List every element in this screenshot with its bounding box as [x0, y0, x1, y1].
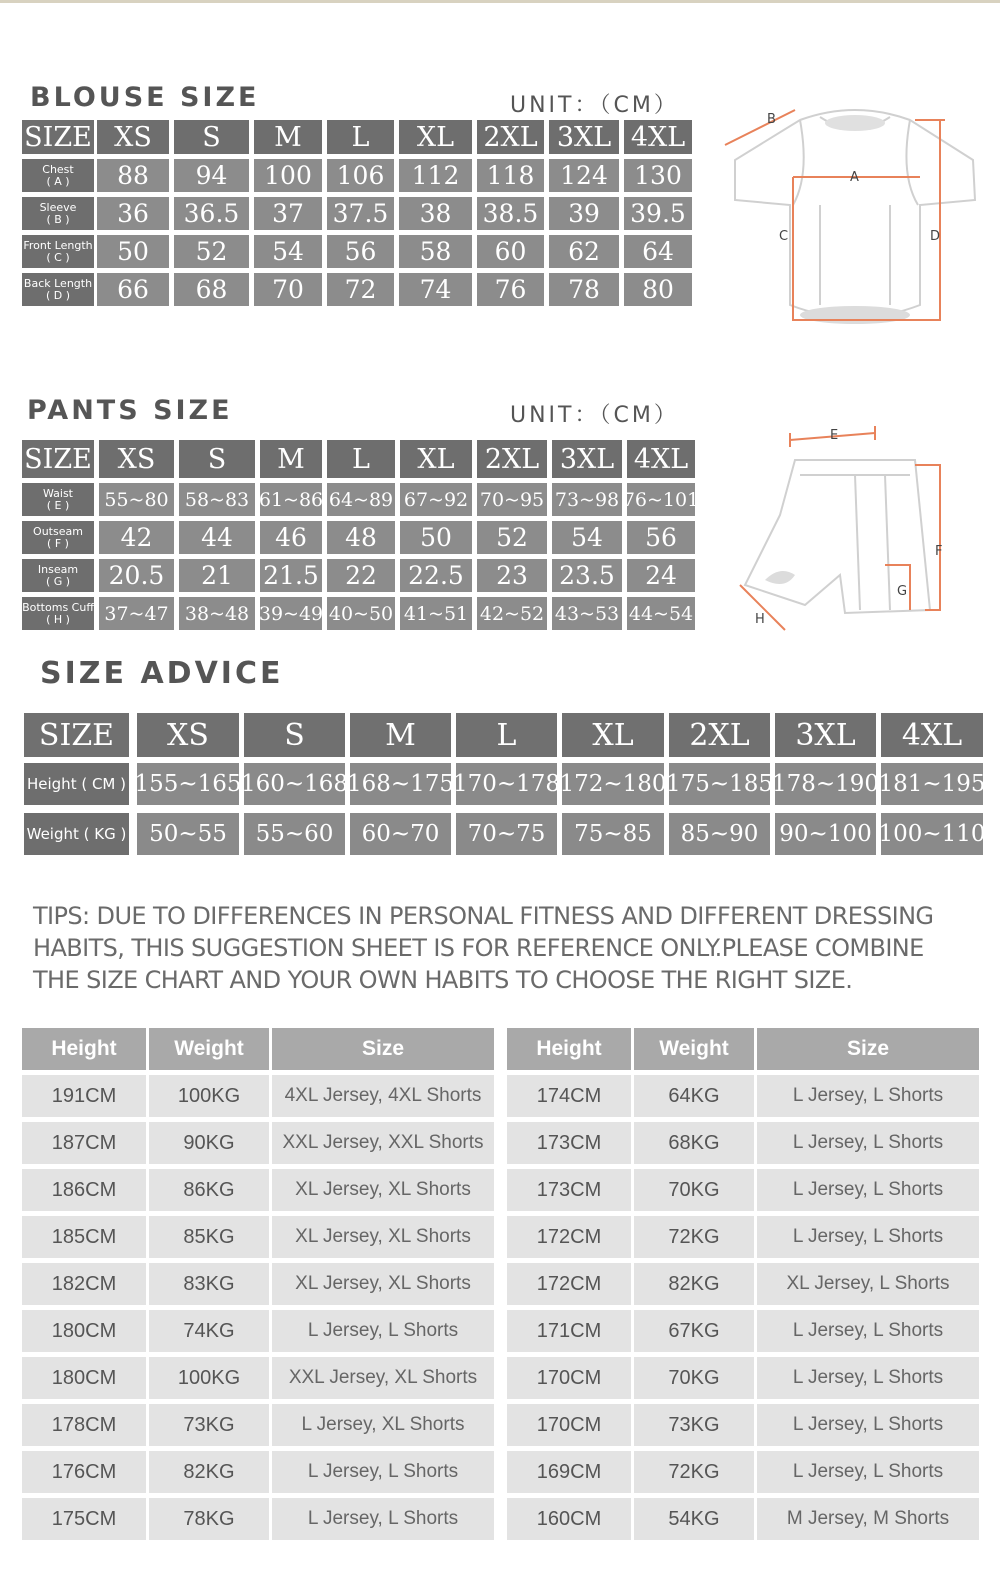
reference-size-cell: XL Jersey, XL Shorts [272, 1216, 494, 1258]
reference-size-cell: L Jersey, L Shorts [272, 1451, 494, 1493]
advice-size-m: M [350, 713, 451, 757]
size-value-cell: 100 [254, 159, 322, 192]
reference-height-cell: 160CM [507, 1498, 631, 1540]
size-value-cell: 78 [549, 273, 619, 306]
reference-height-cell: 175CM [22, 1498, 146, 1540]
reference-weight-cell: 67KG [634, 1310, 754, 1352]
top-divider [0, 0, 1000, 3]
size-value-cell: 39~49 [260, 597, 322, 630]
row-label-name: Back Length [23, 276, 93, 290]
size-value-cell: 44~54 [627, 597, 695, 630]
row-label-name: Bottoms Cuff [22, 600, 94, 614]
reference-height-cell: 178CM [22, 1404, 146, 1446]
size-value-cell: 66 [97, 273, 169, 306]
size-value-cell: 76 [477, 273, 544, 306]
reference-header-size: Size [272, 1028, 494, 1070]
shorts-diagram [725, 415, 985, 640]
reference-weight-cell: 82KG [634, 1263, 754, 1305]
reference-weight-cell: 78KG [149, 1498, 269, 1540]
row-label-name: Outseam [33, 524, 83, 538]
size-column-3xl: 3XL [549, 120, 619, 154]
reference-height-cell: 170CM [507, 1404, 631, 1446]
size-value-cell: 23.5 [552, 559, 622, 592]
size-value-cell: 41~51 [400, 597, 472, 630]
diagram-label-d: D [930, 229, 941, 244]
size-header-label: SIZE [22, 440, 94, 478]
advice-size-xl: XL [562, 713, 664, 757]
size-value-cell: 76~101 [627, 483, 695, 516]
reference-height-cell: 191CM [22, 1075, 146, 1117]
size-column-4xl: 4XL [624, 120, 692, 154]
size-value-cell: 21.5 [260, 559, 322, 592]
reference-size-cell: L Jersey, L Shorts [272, 1310, 494, 1352]
reference-weight-cell: 64KG [634, 1075, 754, 1117]
size-value-cell: 40~50 [327, 597, 395, 630]
size-value-cell: 38~48 [179, 597, 255, 630]
reference-weight-cell: 100KG [149, 1357, 269, 1399]
advice-row-label: Height ( CM ) [24, 763, 129, 805]
reference-size-cell: L Jersey, L Shorts [272, 1498, 494, 1540]
size-value-cell: 80 [624, 273, 692, 306]
size-value-cell: 61~86 [260, 483, 322, 516]
size-value-cell: 46 [260, 521, 322, 554]
row-label [22, 559, 94, 592]
size-column-l: L [327, 120, 394, 154]
reference-header-weight: Weight [149, 1028, 269, 1070]
reference-weight-cell: 86KG [149, 1169, 269, 1211]
size-header-label: SIZE [22, 120, 94, 154]
pants-size-title: PANTS SIZE [27, 395, 233, 426]
reference-size-cell: L Jersey, L Shorts [757, 1075, 979, 1117]
size-value-cell: 94 [174, 159, 249, 192]
reference-weight-cell: 85KG [149, 1216, 269, 1258]
advice-size-xs: XS [137, 713, 239, 757]
reference-size-cell: L Jersey, L Shorts [757, 1310, 979, 1352]
reference-height-cell: 171CM [507, 1310, 631, 1352]
reference-height-cell: 169CM [507, 1451, 631, 1493]
advice-size-2xl: 2XL [669, 713, 770, 757]
reference-height-cell: 180CM [22, 1357, 146, 1399]
reference-height-cell: 180CM [22, 1310, 146, 1352]
row-label-name: Sleeve [39, 200, 77, 214]
reference-height-cell: 174CM [507, 1075, 631, 1117]
size-value-cell: 112 [399, 159, 472, 192]
size-value-cell: 52 [174, 235, 249, 268]
size-value-cell: 70 [254, 273, 322, 306]
size-column-2xl: 2XL [477, 440, 547, 478]
reference-weight-cell: 68KG [634, 1122, 754, 1164]
reference-size-cell: XL Jersey, XL Shorts [272, 1169, 494, 1211]
reference-header-size: Size [757, 1028, 979, 1070]
size-value-cell: 62 [549, 235, 619, 268]
reference-weight-cell: 72KG [634, 1216, 754, 1258]
reference-weight-cell: 73KG [634, 1404, 754, 1446]
row-label-code: ( D ) [45, 288, 71, 302]
advice-value-cell: 100~110 [881, 813, 983, 855]
jersey-diagram [715, 95, 985, 335]
advice-row-label: Weight ( KG ) [24, 813, 129, 855]
reference-height-cell: 173CM [507, 1122, 631, 1164]
advice-size-3xl: 3XL [775, 713, 876, 757]
advice-size-l: L [456, 713, 557, 757]
reference-size-cell: XXL Jersey, XL Shorts [272, 1357, 494, 1399]
advice-value-cell: 172~180 [562, 763, 664, 805]
size-value-cell: 36.5 [174, 197, 249, 230]
size-value-cell: 64~89 [327, 483, 395, 516]
size-value-cell: 55~80 [99, 483, 174, 516]
reference-header-height: Height [22, 1028, 146, 1070]
advice-value-cell: 170~178 [456, 763, 557, 805]
tips-line-1: TIPS: DUE TO DIFFERENCES IN PERSONAL FITNESS AND DIFFERENT DRESSING [33, 902, 934, 930]
size-value-cell: 39.5 [624, 197, 692, 230]
advice-value-cell: 55~60 [244, 813, 345, 855]
blouse-unit-label: UNIT：（CM） [510, 93, 679, 118]
reference-weight-cell: 70KG [634, 1357, 754, 1399]
size-value-cell: 54 [254, 235, 322, 268]
row-label-code: ( B ) [46, 212, 70, 226]
size-column-xl: XL [400, 440, 472, 478]
advice-value-cell: 50~55 [137, 813, 239, 855]
size-value-cell: 64 [624, 235, 692, 268]
size-value-cell: 130 [624, 159, 692, 192]
reference-size-cell: 4XL Jersey, 4XL Shorts [272, 1075, 494, 1117]
reference-size-cell: XL Jersey, L Shorts [757, 1263, 979, 1305]
size-value-cell: 23 [477, 559, 547, 592]
size-column-s: S [179, 440, 255, 478]
advice-value-cell: 60~70 [350, 813, 451, 855]
size-value-cell: 52 [477, 521, 547, 554]
size-advice-title: SIZE ADVICE [40, 656, 284, 691]
diagram-label-a: A [850, 170, 859, 185]
size-value-cell: 42 [99, 521, 174, 554]
reference-height-cell: 170CM [507, 1357, 631, 1399]
reference-height-cell: 172CM [507, 1216, 631, 1258]
reference-header-height: Height [507, 1028, 631, 1070]
row-label-code: ( H ) [46, 612, 70, 626]
reference-size-cell: L Jersey, L Shorts [757, 1451, 979, 1493]
pants-unit-label: UNIT：（CM） [510, 403, 679, 428]
advice-value-cell: 85~90 [669, 813, 770, 855]
advice-size-s: S [244, 713, 345, 757]
tips-line-3: THE SIZE CHART AND YOUR OWN HABITS TO CHOOSE THE RIGHT SIZE. [33, 966, 853, 994]
reference-weight-cell: 70KG [634, 1169, 754, 1211]
size-value-cell: 48 [327, 521, 395, 554]
row-label-code: ( E ) [46, 498, 70, 512]
row-label-name: Chest [42, 162, 74, 176]
size-column-xs: XS [99, 440, 174, 478]
size-value-cell: 50 [400, 521, 472, 554]
advice-value-cell: 181~195 [881, 763, 983, 805]
size-value-cell: 43~53 [552, 597, 622, 630]
row-label-name: Front Length [23, 238, 93, 252]
size-column-2xl: 2XL [477, 120, 544, 154]
tips-text [33, 900, 983, 996]
size-value-cell: 56 [327, 235, 394, 268]
advice-value-cell: 70~75 [456, 813, 557, 855]
reference-weight-cell: 90KG [149, 1122, 269, 1164]
row-label [22, 159, 94, 192]
advice-value-cell: 90~100 [775, 813, 876, 855]
reference-size-cell: M Jersey, M Shorts [757, 1498, 979, 1540]
row-label-name: Inseam [37, 562, 79, 576]
row-label-code: ( C ) [46, 250, 70, 264]
diagram-label-b: B [767, 112, 776, 127]
size-value-cell: 38 [399, 197, 472, 230]
size-value-cell: 22 [327, 559, 395, 592]
size-value-cell: 50 [97, 235, 169, 268]
size-value-cell: 72 [327, 273, 394, 306]
row-label [22, 197, 94, 230]
size-value-cell: 21 [179, 559, 255, 592]
reference-weight-cell: 74KG [149, 1310, 269, 1352]
size-value-cell: 37.5 [327, 197, 394, 230]
advice-value-cell: 175~185 [669, 763, 770, 805]
reference-size-cell: L Jersey, L Shorts [757, 1216, 979, 1258]
size-value-cell: 68 [174, 273, 249, 306]
reference-height-cell: 173CM [507, 1169, 631, 1211]
size-column-m: M [254, 120, 322, 154]
size-value-cell: 70~95 [477, 483, 547, 516]
size-value-cell: 106 [327, 159, 394, 192]
row-label [22, 235, 94, 268]
diagram-label-f: F [935, 544, 943, 559]
reference-weight-cell: 100KG [149, 1075, 269, 1117]
diagram-label-c: C [779, 229, 789, 244]
advice-value-cell: 155~165 [137, 763, 239, 805]
row-label [22, 273, 94, 306]
reference-height-cell: 187CM [22, 1122, 146, 1164]
size-column-3xl: 3XL [552, 440, 622, 478]
reference-size-cell: L Jersey, L Shorts [757, 1404, 979, 1446]
size-value-cell: 38.5 [477, 197, 544, 230]
size-value-cell: 118 [477, 159, 544, 192]
advice-value-cell: 178~190 [775, 763, 876, 805]
row-label-code: ( A ) [46, 174, 70, 188]
size-value-cell: 22.5 [400, 559, 472, 592]
size-value-cell: 60 [477, 235, 544, 268]
advice-size-4xl: 4XL [881, 713, 983, 757]
diagram-label-e: E [830, 428, 839, 443]
row-label-code: ( G ) [45, 574, 71, 588]
size-column-m: M [260, 440, 322, 478]
reference-height-cell: 182CM [22, 1263, 146, 1305]
size-value-cell: 24 [627, 559, 695, 592]
reference-height-cell: 186CM [22, 1169, 146, 1211]
reference-size-cell: L Jersey, XL Shorts [272, 1404, 494, 1446]
diagram-label-h: H [755, 612, 765, 627]
row-label [22, 597, 94, 630]
size-column-4xl: 4XL [627, 440, 695, 478]
size-value-cell: 37~47 [99, 597, 174, 630]
size-value-cell: 20.5 [99, 559, 174, 592]
blouse-size-title: BLOUSE SIZE [30, 82, 260, 113]
reference-weight-cell: 72KG [634, 1451, 754, 1493]
size-column-s: S [174, 120, 249, 154]
size-value-cell: 88 [97, 159, 169, 192]
reference-height-cell: 176CM [22, 1451, 146, 1493]
size-value-cell: 124 [549, 159, 619, 192]
size-value-cell: 56 [627, 521, 695, 554]
tips-line-2: HABITS, THIS SUGGESTION SHEET IS FOR REFERENCE ONLY.PLEASE COMBINE [33, 934, 924, 962]
reference-size-cell: L Jersey, L Shorts [757, 1357, 979, 1399]
reference-size-cell: L Jersey, L Shorts [757, 1122, 979, 1164]
advice-value-cell: 75~85 [562, 813, 664, 855]
size-header-label: SIZE [24, 713, 129, 757]
size-column-xs: XS [97, 120, 169, 154]
size-value-cell: 36 [97, 197, 169, 230]
size-value-cell: 58 [399, 235, 472, 268]
reference-weight-cell: 73KG [149, 1404, 269, 1446]
size-value-cell: 44 [179, 521, 255, 554]
row-label [22, 521, 94, 554]
reference-height-cell: 185CM [22, 1216, 146, 1258]
reference-size-cell: XL Jersey, XL Shorts [272, 1263, 494, 1305]
size-value-cell: 39 [549, 197, 619, 230]
reference-weight-cell: 82KG [149, 1451, 269, 1493]
size-column-l: L [327, 440, 395, 478]
reference-weight-cell: 54KG [634, 1498, 754, 1540]
size-value-cell: 54 [552, 521, 622, 554]
row-label-name: Waist [42, 486, 73, 500]
reference-size-cell: L Jersey, L Shorts [757, 1169, 979, 1211]
size-column-xl: XL [399, 120, 472, 154]
size-value-cell: 58~83 [179, 483, 255, 516]
reference-height-cell: 172CM [507, 1263, 631, 1305]
row-label [22, 483, 94, 516]
advice-value-cell: 160~168 [244, 763, 345, 805]
reference-header-weight: Weight [634, 1028, 754, 1070]
size-value-cell: 42~52 [477, 597, 547, 630]
reference-size-cell: XXL Jersey, XXL Shorts [272, 1122, 494, 1164]
diagram-label-g: G [897, 584, 908, 599]
size-value-cell: 67~92 [400, 483, 472, 516]
reference-weight-cell: 83KG [149, 1263, 269, 1305]
size-value-cell: 73~98 [552, 483, 622, 516]
advice-value-cell: 168~175 [350, 763, 451, 805]
size-value-cell: 37 [254, 197, 322, 230]
row-label-code: ( F ) [47, 536, 69, 550]
size-value-cell: 74 [399, 273, 472, 306]
